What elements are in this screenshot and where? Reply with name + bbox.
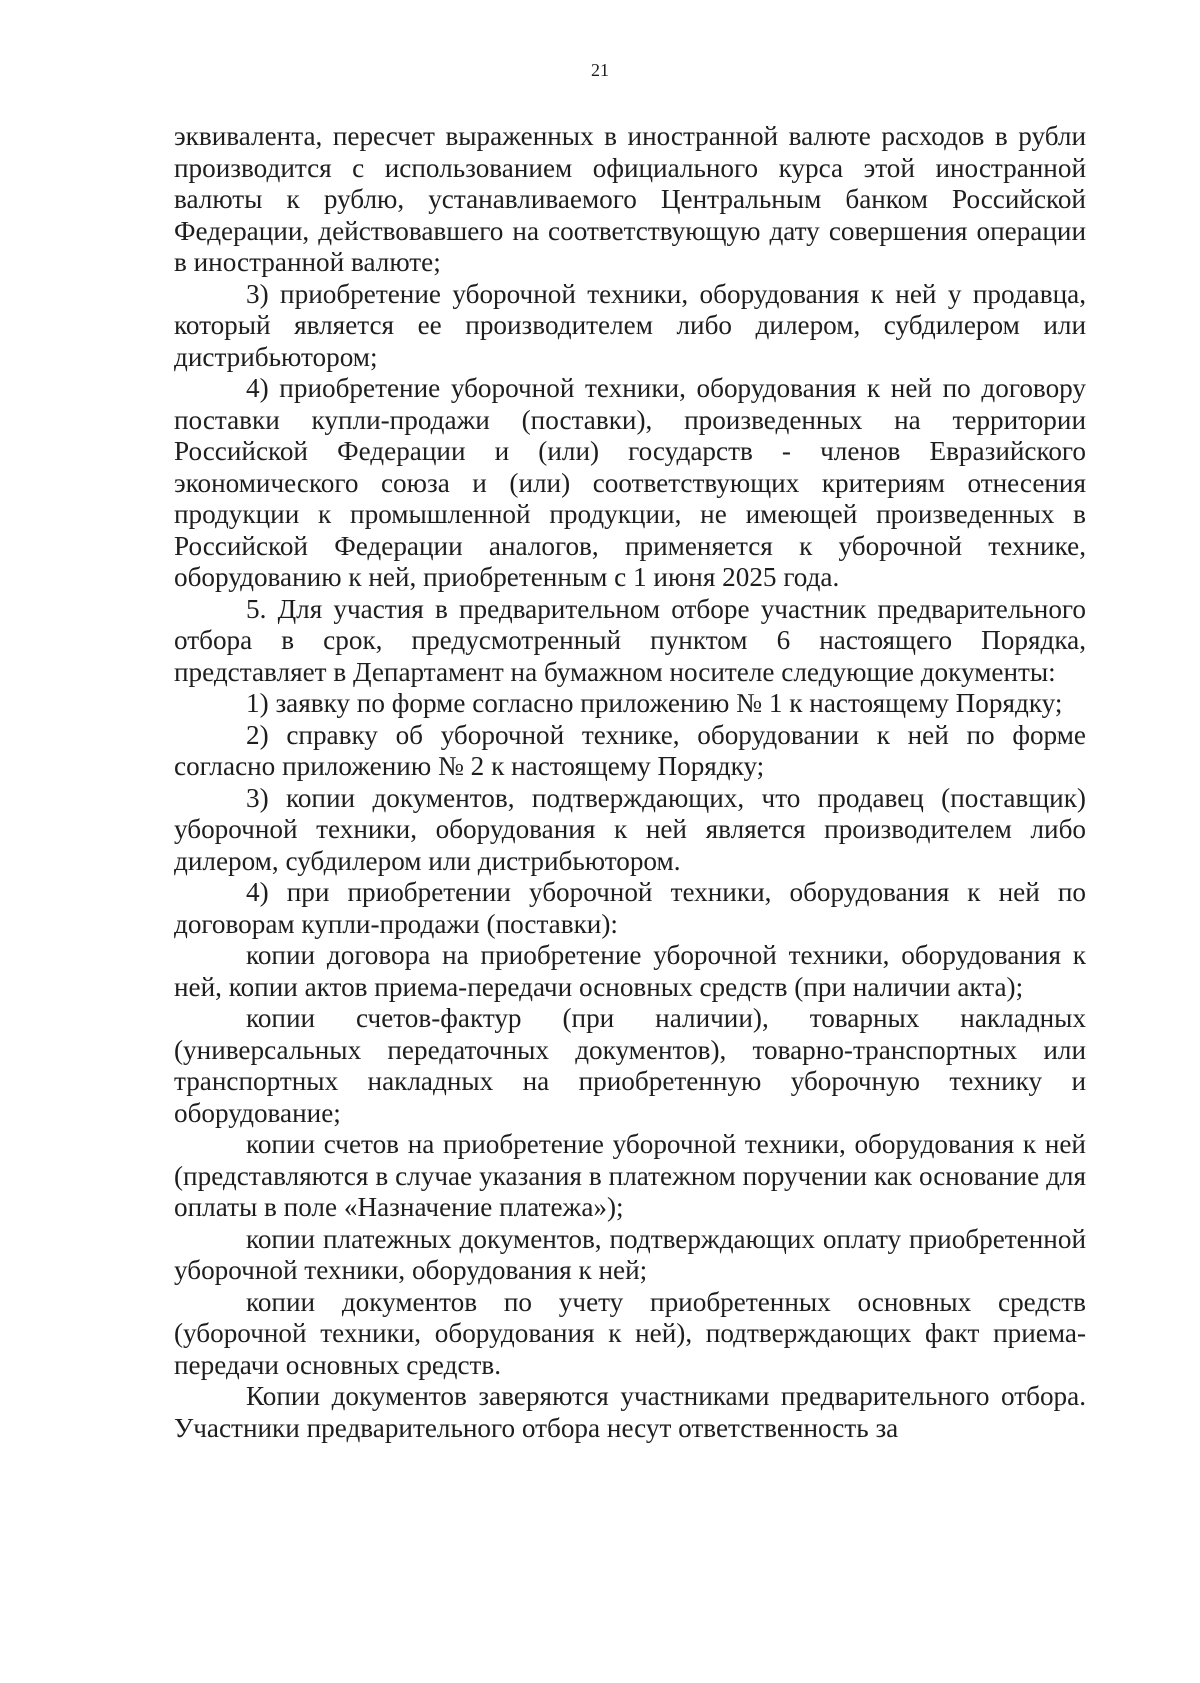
sub-item-invoice-copies: копии счетов-фактур (при наличии), товарных накладных (универсальных передаточных документов), товарно-транспортных или транспортных накладных на приобретенную уборочную технику и оборудование; [174, 1003, 1086, 1128]
list-item-purchase-contracts: 4) при приобретении уборочной техники, оборудования к ней по договорам купли-продажи (поставки): [174, 877, 1086, 939]
paragraph-item-4-origin: 4) приобретение уборочной техники, оборудования к ней по договору поставки купли-продажи (поставки), произведенных на территории Российской Федерации и (или) государств - членов Евразийского экономического союза и (или) соответствующих критериям отнесения продукции к промышленной продукции, не имеющей произведенных в Российской Федерации аналогов, применяется к уборочной технике, оборудованию к ней, приобретенным с 1 июня 2025 года. [174, 373, 1086, 592]
paragraph-certification: Копии документов заверяются участниками предварительного отбора. Участники предварительного отбора несут ответственность за [174, 1381, 1086, 1443]
paragraph-item-3-seller: 3) приобретение уборочной техники, оборудования к ней у продавца, который является ее производителем либо дилером, субдилером или дистрибьютором; [174, 278, 1086, 372]
page-number: 21 [591, 60, 609, 80]
sub-item-asset-accounting: копии документов по учету приобретенных основных средств (уборочной техники, оборудования к ней), подтверждающих факт приема-передачи основных средств. [174, 1286, 1086, 1380]
paragraph-currency-conversion: эквивалента, пересчет выраженных в иностранной валюте расходов в рубли производится с использованием официального курса этой иностранной валюты к рублю, устанавливаемого Центральным банком Российской Федерации, действовавшего на соответствующую дату совершения операции в иностранной валюте; [174, 121, 1086, 277]
list-item-application: 1) заявку по форме согласно приложению № 1 к настоящему Порядку; [246, 688, 1063, 718]
sub-item-contract-copies: копии договора на приобретение уборочной техники, оборудования к ней, копии актов приема-передачи основных средств (при наличии акта); [174, 940, 1086, 1002]
list-item-certificate: 2) справку об уборочной технике, оборудовании к ней по форме согласно приложению № 2 к настоящему Порядку; [174, 719, 1086, 781]
sub-item-payment-documents: копии платежных документов, подтверждающих оплату приобретенной уборочной техники, оборудования к ней; [174, 1223, 1086, 1285]
document-body [174, 121, 1086, 1444]
sub-item-bill-copies: копии счетов на приобретение уборочной техники, оборудования к ней (представляются в случае указания в платежном поручении как основание для оплаты в поле «Назначение платежа»); [174, 1129, 1086, 1222]
list-item-seller-documents: 3) копии документов, подтверждающих, что продавец (поставщик) уборочной техники, оборудования к ней является производителем либо дилером, субдилером или дистрибьютором. [174, 782, 1086, 876]
paragraph-clause-5: 5. Для участия в предварительном отборе участник предварительного отбора в срок, предусмотренный пунктом 6 настоящего Порядка, представляет в Департамент на бумажном носителе следующие документы: [174, 593, 1086, 687]
